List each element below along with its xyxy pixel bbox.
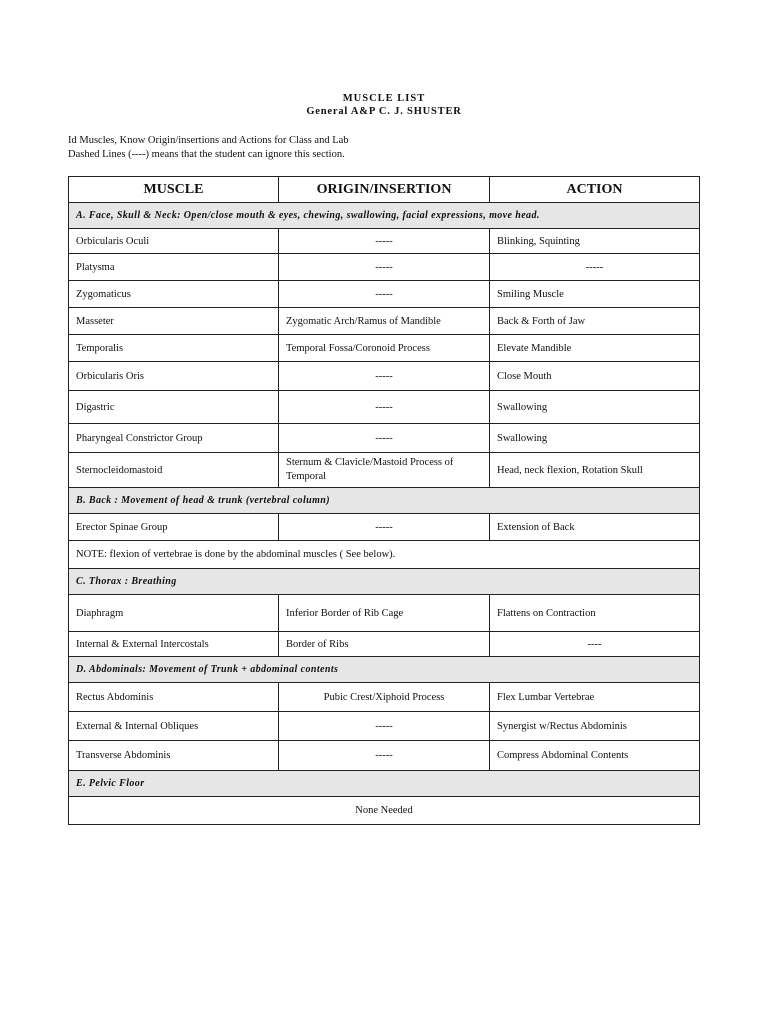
action-cell: Compress Abdominal Contents	[490, 741, 700, 771]
table-row	[69, 797, 700, 825]
section-d-header	[69, 657, 700, 683]
column-header-muscle: MUSCLE	[69, 177, 279, 203]
intro-line-1: Id Muscles, Know Origin/insertions and Actions for Class and Lab	[68, 135, 349, 146]
section-title: C. Thorax : Breathing	[69, 569, 700, 595]
table-row	[69, 683, 700, 712]
muscle-cell: Orbicularis Oculi	[69, 229, 279, 254]
table-row	[69, 514, 700, 541]
section-title: A. Face, Skull & Neck: Open/close mouth & eyes, chewing, swallowing, facial expressions, move head.	[69, 203, 700, 229]
origin-cell: -----	[279, 424, 490, 453]
table-row	[69, 453, 700, 488]
origin-cell: Temporal Fossa/Coronoid Process	[279, 335, 490, 362]
table-row	[69, 632, 700, 657]
muscle-cell: Transverse Abdominis	[69, 741, 279, 771]
intro-line-2: Dashed Lines (----) means that the student can ignore this section.	[68, 149, 345, 160]
table-row	[69, 595, 700, 632]
note-cell: None Needed	[69, 797, 700, 825]
table-row	[69, 391, 700, 424]
action-cell: Blinking, Squinting	[490, 229, 700, 254]
action-cell: -----	[490, 254, 700, 281]
muscle-cell: External & Internal Obliques	[69, 712, 279, 741]
table-row	[69, 541, 700, 569]
table-header-row	[69, 177, 700, 203]
origin-cell: -----	[279, 281, 490, 308]
origin-cell: -----	[279, 229, 490, 254]
document-subtitle: General A&P C. J. SHUSTER	[306, 106, 462, 117]
action-cell: Close Mouth	[490, 362, 700, 391]
origin-cell: Border of Ribs	[279, 632, 490, 657]
action-cell: Elevate Mandible	[490, 335, 700, 362]
table-row	[69, 308, 700, 335]
action-cell: Back & Forth of Jaw	[490, 308, 700, 335]
muscle-cell: Sternocleidomastoid	[69, 453, 279, 488]
origin-cell: Pubic Crest/Xiphoid Process	[279, 683, 490, 712]
section-title: E. Pelvic Floor	[69, 771, 700, 797]
origin-cell: Zygomatic Arch/Ramus of Mandible	[279, 308, 490, 335]
action-cell: Swallowing	[490, 391, 700, 424]
column-header-action: ACTION	[490, 177, 700, 203]
origin-cell: -----	[279, 391, 490, 424]
table-row	[69, 424, 700, 453]
origin-cell: -----	[279, 741, 490, 771]
origin-cell: -----	[279, 362, 490, 391]
muscle-cell: Diaphragm	[69, 595, 279, 632]
muscle-table	[68, 176, 700, 825]
muscle-cell: Rectus Abdominis	[69, 683, 279, 712]
action-cell: ----	[490, 632, 700, 657]
origin-cell: Sternum & Clavicle/Mastoid Process of Temporal	[279, 453, 490, 488]
action-cell: Extension of Back	[490, 514, 700, 541]
muscle-cell: Erector Spinae Group	[69, 514, 279, 541]
table-row	[69, 712, 700, 741]
muscle-cell: Zygomaticus	[69, 281, 279, 308]
table-row	[69, 362, 700, 391]
section-a-header	[69, 203, 700, 229]
origin-cell: Inferior Border of Rib Cage	[279, 595, 490, 632]
muscle-cell: Temporalis	[69, 335, 279, 362]
muscle-cell: Masseter	[69, 308, 279, 335]
document-title: MUSCLE LIST	[342, 93, 426, 104]
muscle-cell: Pharyngeal Constrictor Group	[69, 424, 279, 453]
muscle-cell: Platysma	[69, 254, 279, 281]
muscle-cell: Internal & External Intercostals	[69, 632, 279, 657]
action-cell: Flattens on Contraction	[490, 595, 700, 632]
action-cell: Head, neck flexion, Rotation Skull	[490, 453, 700, 488]
section-b-header	[69, 488, 700, 514]
table-row	[69, 281, 700, 308]
origin-cell: -----	[279, 712, 490, 741]
note-cell: NOTE: flexion of vertebrae is done by the abdominal muscles ( See below).	[69, 541, 700, 569]
section-e-header	[69, 771, 700, 797]
muscle-cell: Orbicularis Oris	[69, 362, 279, 391]
action-cell: Flex Lumbar Vertebrae	[490, 683, 700, 712]
muscle-cell: Digastric	[69, 391, 279, 424]
section-title: D. Abdominals: Movement of Trunk + abdominal contents	[69, 657, 700, 683]
origin-cell: -----	[279, 254, 490, 281]
action-cell: Synergist w/Rectus Abdominis	[490, 712, 700, 741]
table-row	[69, 741, 700, 771]
action-cell: Swallowing	[490, 424, 700, 453]
origin-cell: -----	[279, 514, 490, 541]
table-row	[69, 229, 700, 254]
section-c-header	[69, 569, 700, 595]
column-header-origin: ORIGIN/INSERTION	[279, 177, 490, 203]
section-title: B. Back : Movement of head & trunk (vertebral column)	[69, 488, 700, 514]
action-cell: Smiling Muscle	[490, 281, 700, 308]
table-row	[69, 254, 700, 281]
table-row	[69, 335, 700, 362]
